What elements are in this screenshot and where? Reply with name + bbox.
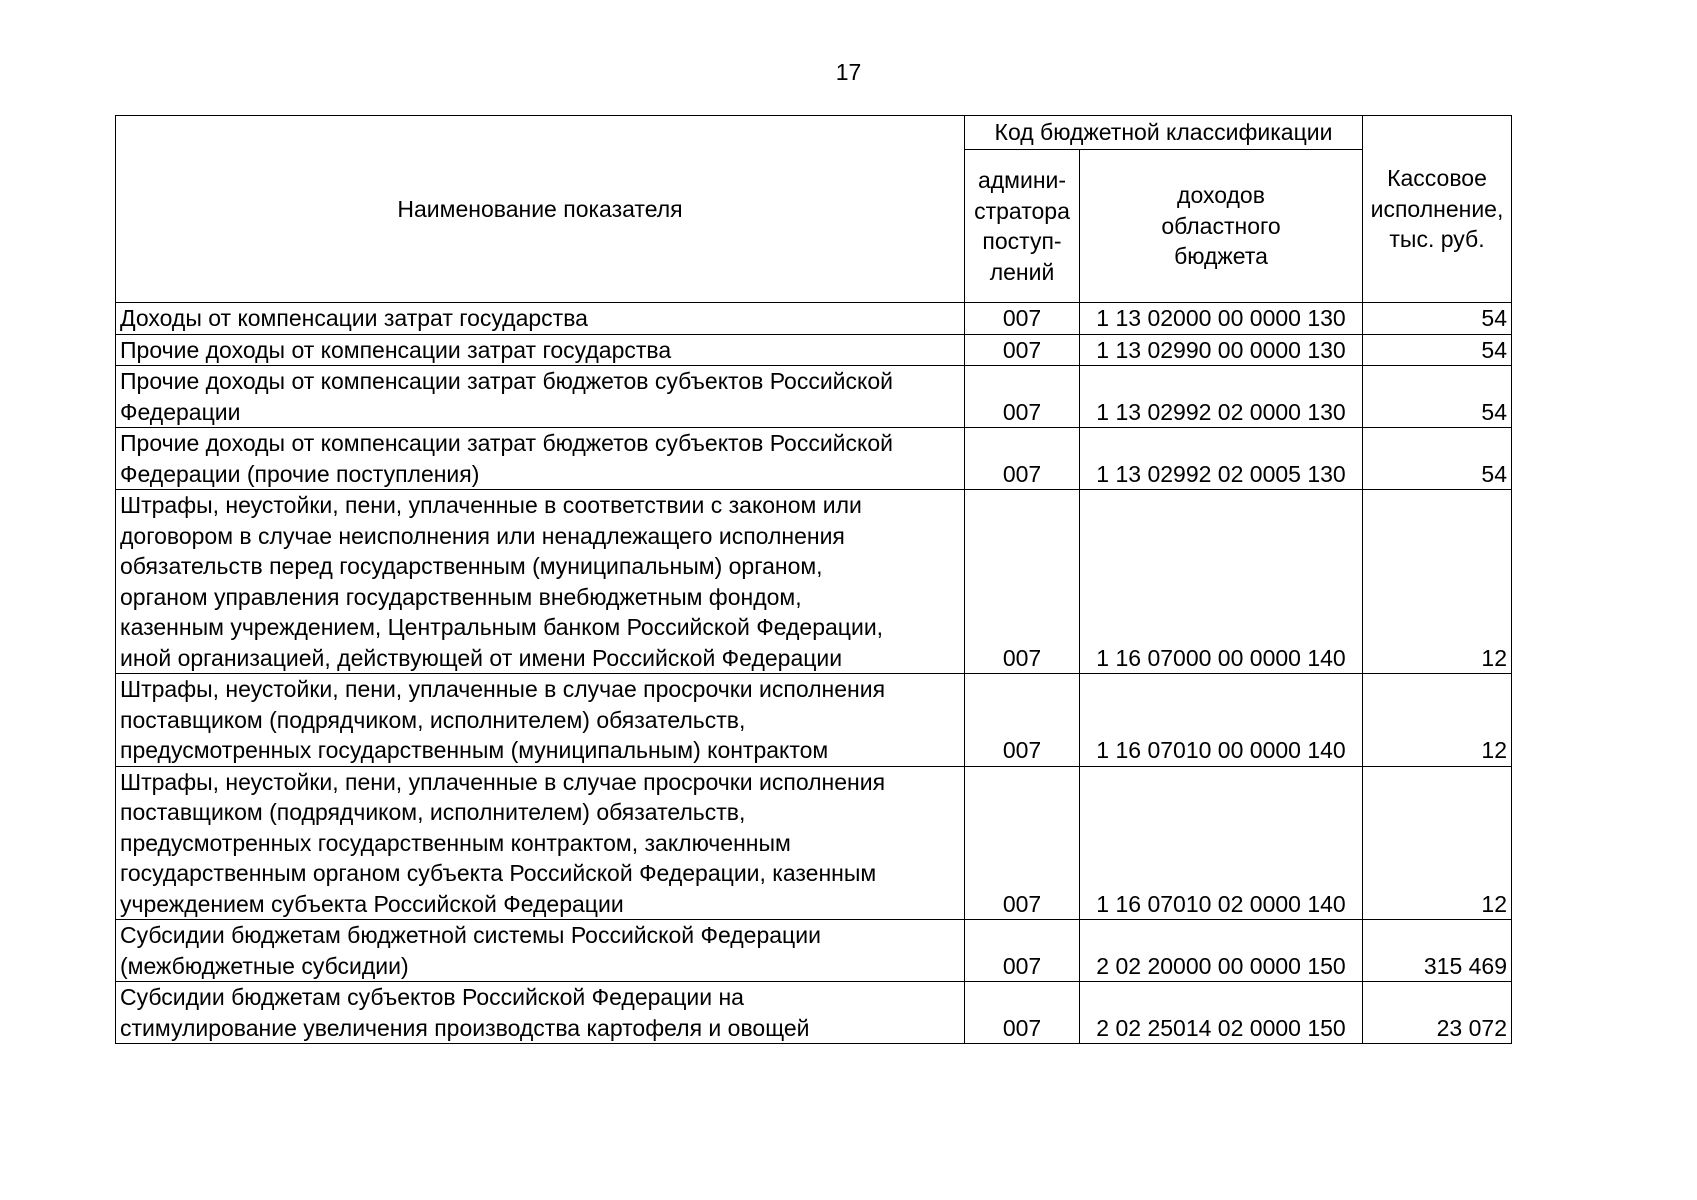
row-name-cell: Штрафы, неустойки, пени, уплаченные в соответствии с законом или договором в случае неисполнения или ненадлежащего исполнения обязательств перед государственным (муниципальным) органом, органом управления государственным внебюджетным фондом, казенным учреждением, Центральным банком Российской Федерации, иной организацией, действующей от имени Российской Федерации: [116, 490, 965, 674]
table-row: [116, 334, 1512, 366]
row-income-code-cell: 1 16 07010 02 0000 140: [1080, 766, 1363, 920]
header-income: [1080, 150, 1363, 303]
header-admin-label: админи- стратора поступ- лений: [974, 167, 1070, 285]
table-row: [116, 303, 1512, 335]
header-admin: [965, 150, 1080, 303]
row-income-code-cell: 1 13 02992 02 0005 130: [1080, 428, 1363, 490]
header-amount-label: Кассовое исполнение, тыс. руб.: [1370, 165, 1504, 253]
row-amount-cell: 54: [1363, 334, 1512, 366]
row-name-cell: Субсидии бюджетам бюджетной системы Российской Федерации (межбюджетные субсидии): [116, 920, 965, 982]
row-income-code-cell: 2 02 25014 02 0000 150: [1080, 982, 1363, 1044]
row-amount-cell: 12: [1363, 674, 1512, 767]
row-amount-cell: 12: [1363, 490, 1512, 674]
header-name-label: Наименование показателя: [397, 195, 683, 222]
table-row: [116, 428, 1512, 490]
row-name-cell: Штрафы, неустойки, пени, уплаченные в случае просрочки исполнения поставщиком (подрядчиком, исполнителем) обязательств, предусмотренных государственным (муниципальным) контрактом: [116, 674, 965, 767]
table-row: [116, 920, 1512, 982]
row-amount-cell: 23 072: [1363, 982, 1512, 1044]
row-admin-code-cell: 007: [965, 982, 1080, 1044]
row-income-code-cell: 1 13 02992 02 0000 130: [1080, 366, 1363, 428]
row-name-cell: Прочие доходы от компенсации затрат государства: [116, 334, 965, 366]
row-income-code-cell: 1 16 07010 00 0000 140: [1080, 674, 1363, 767]
row-amount-cell: 54: [1363, 366, 1512, 428]
row-admin-code-cell: 007: [965, 334, 1080, 366]
table-row: [116, 366, 1512, 428]
table-row: [116, 490, 1512, 674]
header-code-group-label: Код бюджетной классификации: [994, 119, 1333, 146]
header-amount: [1363, 116, 1512, 303]
row-amount-cell: 315 469: [1363, 920, 1512, 982]
table-header: [116, 116, 1512, 303]
row-income-code-cell: 1 13 02990 00 0000 130: [1080, 334, 1363, 366]
table-row: [116, 674, 1512, 767]
row-income-code-cell: 2 02 20000 00 0000 150: [1080, 920, 1363, 982]
row-admin-code-cell: 007: [965, 674, 1080, 767]
table-row: [116, 766, 1512, 920]
header-income-label: доходов областного бюджета: [1161, 182, 1281, 270]
row-admin-code-cell: 007: [965, 303, 1080, 335]
row-name-cell: Субсидии бюджетам субъектов Российской Федерации на стимулирование увеличения производства картофеля и овощей: [116, 982, 965, 1044]
row-admin-code-cell: 007: [965, 428, 1080, 490]
row-amount-cell: 12: [1363, 766, 1512, 920]
row-name-cell: Штрафы, неустойки, пени, уплаченные в случае просрочки исполнения поставщиком (подрядчиком, исполнителем) обязательств, предусмотренных государственным контрактом, заключенным государственным органом субъекта Российской Федерации, казенным учреждением субъекта Российской Федерации: [116, 766, 965, 920]
row-amount-cell: 54: [1363, 303, 1512, 335]
header-code-group: [965, 116, 1363, 150]
header-name: [116, 116, 965, 303]
page-number: 17: [835, 59, 862, 85]
row-income-code-cell: 1 13 02000 00 0000 130: [1080, 303, 1363, 335]
table-row: [116, 982, 1512, 1044]
row-amount-cell: 54: [1363, 428, 1512, 490]
table-body: [116, 303, 1512, 1044]
row-admin-code-cell: 007: [965, 920, 1080, 982]
row-income-code-cell: 1 16 07000 00 0000 140: [1080, 490, 1363, 674]
row-name-cell: Прочие доходы от компенсации затрат бюджетов субъектов Российской Федерации: [116, 366, 965, 428]
row-name-cell: Прочие доходы от компенсации затрат бюджетов субъектов Российской Федерации (прочие поступления): [116, 428, 965, 490]
row-admin-code-cell: 007: [965, 366, 1080, 428]
row-name-cell: Доходы от компенсации затрат государства: [116, 303, 965, 335]
budget-income-table: [115, 115, 1512, 1044]
row-admin-code-cell: 007: [965, 490, 1080, 674]
row-admin-code-cell: 007: [965, 766, 1080, 920]
